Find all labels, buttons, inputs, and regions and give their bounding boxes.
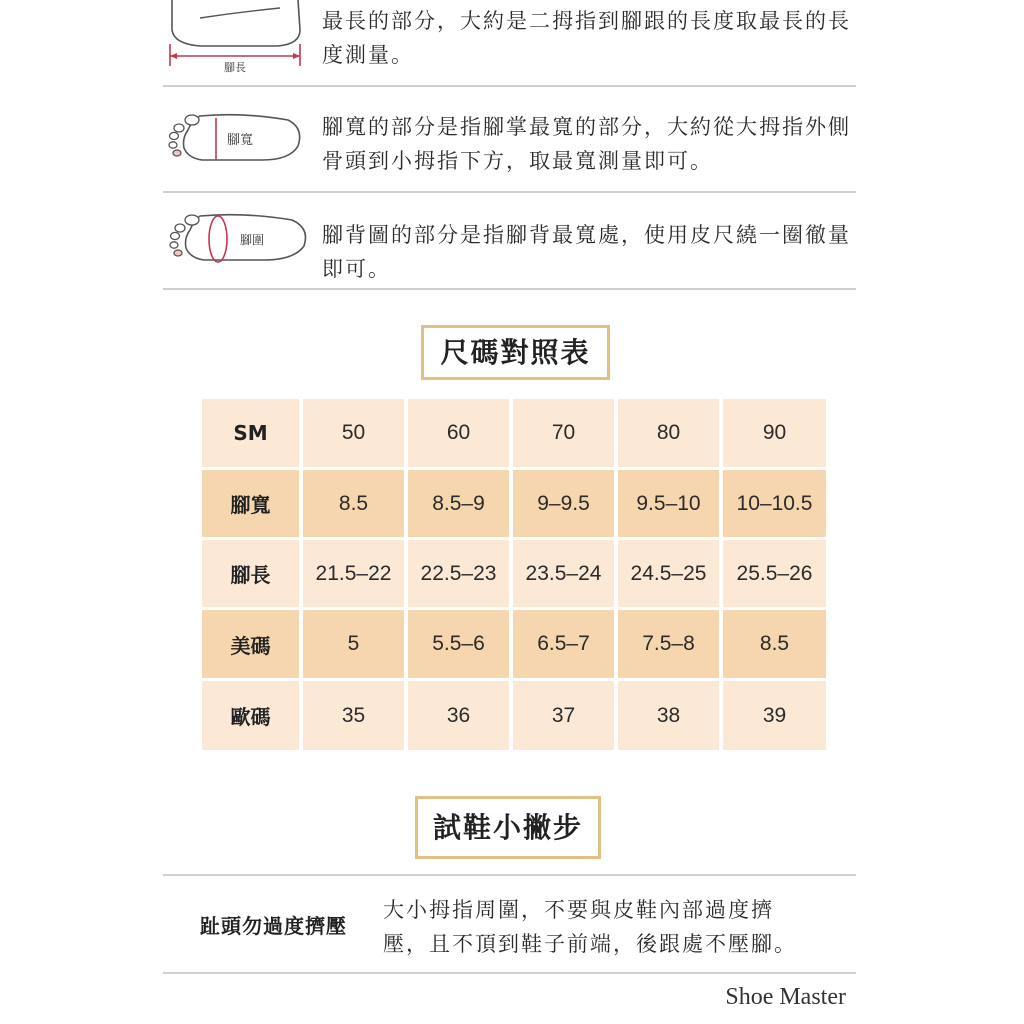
foot-length-text: 最長的部分，大約是二拇指到腳跟的長度取最長的長度測量。 xyxy=(322,9,851,67)
table-cell: 70 xyxy=(513,399,614,467)
divider xyxy=(163,85,856,87)
size-chart-title: 尺碼對照表 xyxy=(421,325,610,380)
foot-width-diagram xyxy=(162,108,312,170)
foot-length-label: 腳長 xyxy=(224,61,246,74)
table-cell: 7.5–8 xyxy=(618,610,719,678)
row-header-foot-length: 腳長 xyxy=(202,540,299,607)
table-cell: 38 xyxy=(618,681,719,750)
foot-girth-text: 腳背圖的部分是指腳背最寬處，使用皮尺繞一圈徹量即可。 xyxy=(322,223,851,281)
table-cell: 24.5–25 xyxy=(618,540,719,607)
divider xyxy=(163,191,856,193)
table-cell: 80 xyxy=(618,399,719,467)
size-chart-table xyxy=(202,399,826,750)
divider xyxy=(163,972,856,974)
table-cell: 22.5–23 xyxy=(408,540,509,607)
tip-label: 趾頭勿過度擠壓 xyxy=(200,914,347,938)
table-cell: 35 xyxy=(303,681,404,750)
table-cell: 8.5 xyxy=(723,610,826,678)
table-cell: 60 xyxy=(408,399,509,467)
tip-text: 大小拇指周圍，不要與皮鞋內部過度擠壓，且不頂到鞋子前端，後跟處不壓腳。 xyxy=(383,898,797,956)
table-cell: 36 xyxy=(408,681,509,750)
table-cell: 90 xyxy=(723,399,826,467)
table-cell: 21.5–22 xyxy=(303,540,404,607)
foot-girth-label: 腳圍 xyxy=(239,233,265,247)
table-cell: 23.5–24 xyxy=(513,540,614,607)
table-cell: 8.5–9 xyxy=(408,470,509,537)
foot-width-label: 腳寬 xyxy=(226,133,254,148)
foot-length-diagram xyxy=(160,0,310,80)
table-cell: 10–10.5 xyxy=(723,470,826,537)
foot-width-text: 腳寬的部分是指腳掌最寬的部分，大約從大拇指外側骨頭到小拇指下方，取最寬測量即可。 xyxy=(322,115,851,173)
table-cell: 5.5–6 xyxy=(408,610,509,678)
brand-logo-text: Shoe Master xyxy=(725,984,846,1010)
table-cell: 5 xyxy=(303,610,404,678)
table-cell: 9.5–10 xyxy=(618,470,719,537)
divider xyxy=(163,874,856,876)
table-cell: 6.5–7 xyxy=(513,610,614,678)
table-cell: 8.5 xyxy=(303,470,404,537)
table-cell: 25.5–26 xyxy=(723,540,826,607)
foot-girth-diagram xyxy=(164,208,314,270)
tips-title: 試鞋小撇步 xyxy=(415,796,601,859)
row-header-eu-size: 歐碼 xyxy=(202,681,299,750)
table-cell: 9–9.5 xyxy=(513,470,614,537)
table-cell: 50 xyxy=(303,399,404,467)
row-header-foot-width: 腳寬 xyxy=(202,470,299,537)
table-cell: 39 xyxy=(723,681,826,750)
row-header-sm: SM xyxy=(202,399,299,467)
row-header-us-size: 美碼 xyxy=(202,610,299,678)
divider xyxy=(163,288,856,290)
table-cell: 37 xyxy=(513,681,614,750)
